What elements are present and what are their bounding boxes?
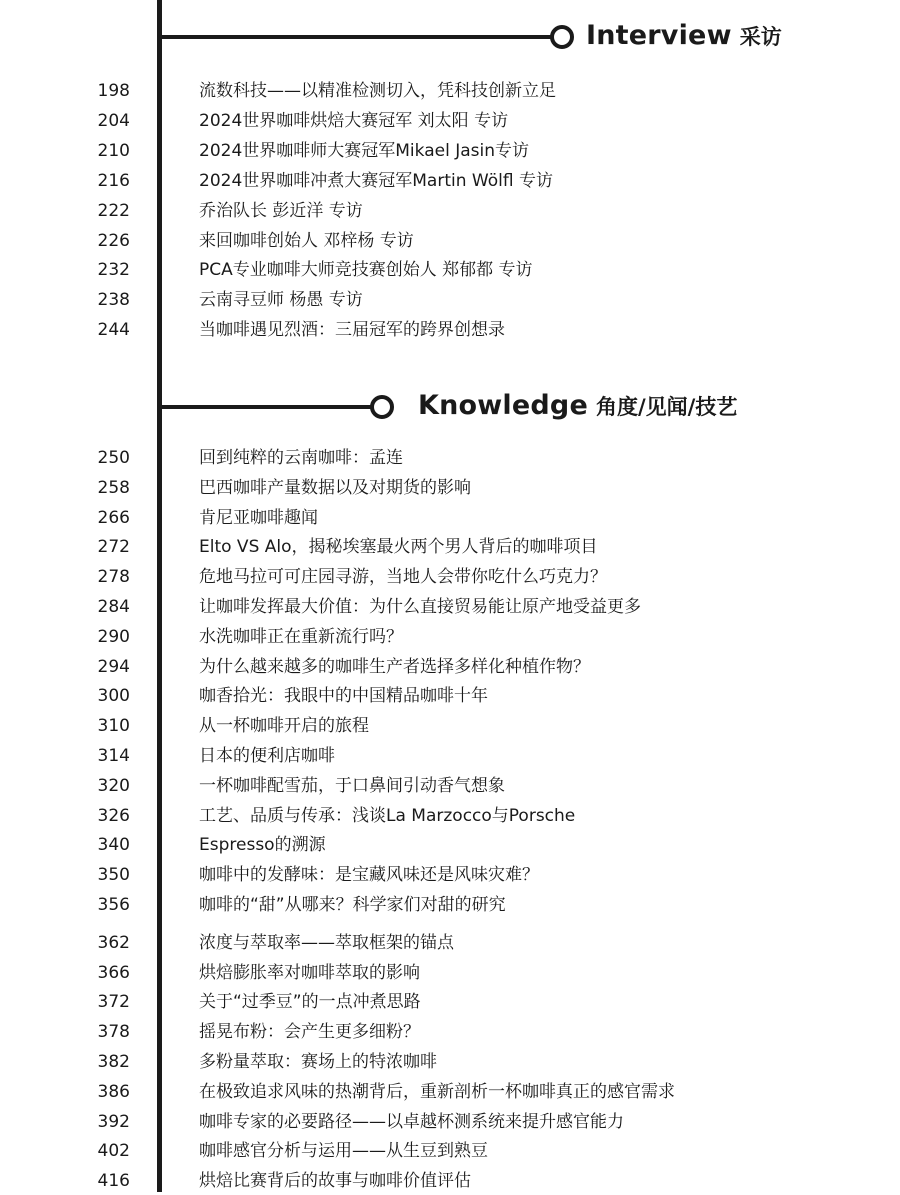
toc-entry-title[interactable]: 摇晃布粉：会产生更多细粉？ bbox=[199, 1022, 420, 1043]
toc-entry[interactable] bbox=[0, 286, 900, 314]
toc-entry[interactable] bbox=[0, 712, 900, 740]
toc-entry[interactable] bbox=[0, 861, 900, 889]
toc-entry-title[interactable]: 当咖啡遇见烈酒：三届冠军的跨界创想录 bbox=[199, 320, 505, 341]
toc-entry-title[interactable]: 日本的便利店咖啡 bbox=[199, 746, 335, 766]
toc-page-number: 366 bbox=[97, 962, 130, 983]
toc-page-number: 314 bbox=[97, 746, 130, 766]
toc-page-number: 198 bbox=[97, 81, 130, 101]
toc-page-number: 350 bbox=[97, 865, 130, 886]
toc-entry-title[interactable]: 咖啡的“甜”从哪来？科学家们对甜的研究 bbox=[199, 895, 506, 915]
toc-entry-title[interactable]: 让咖啡发挥最大价值：为什么直接贸易能让原产地受益更多 bbox=[199, 597, 641, 617]
toc-entry-title[interactable]: 回到纯粹的云南咖啡：孟连 bbox=[199, 448, 403, 468]
timeline-node-icon bbox=[550, 25, 574, 49]
toc-entry-title[interactable]: 为什么越来越多的咖啡生产者选择多样化种植作物？ bbox=[199, 656, 590, 677]
toc-entry[interactable] bbox=[0, 682, 900, 710]
toc-entry[interactable] bbox=[0, 227, 900, 255]
section-title-cn: 采访 bbox=[739, 25, 782, 49]
toc-entry-title[interactable]: 从一杯咖啡开启的旅程 bbox=[199, 716, 369, 737]
toc-entry[interactable] bbox=[0, 197, 900, 225]
toc-page-number: 356 bbox=[97, 895, 130, 915]
toc-page-number: 340 bbox=[97, 835, 130, 856]
toc-page-number: 226 bbox=[97, 230, 130, 251]
toc-entry-title[interactable]: 在极致追求风味的热潮背后，重新剖析一杯咖啡真正的感官需求 bbox=[199, 1081, 675, 1102]
toc-page-number: 272 bbox=[97, 537, 130, 558]
toc-entry-title[interactable]: 多粉量萃取：赛场上的特浓咖啡 bbox=[199, 1052, 437, 1072]
toc-entry-title[interactable]: 工艺、品质与传承：浅谈La Marzocco与Porsche bbox=[199, 805, 576, 826]
toc-entry[interactable] bbox=[0, 593, 900, 621]
toc-entry-title[interactable]: Elto VS Alo，揭秘埃塞最火两个男人背后的咖啡项目 bbox=[199, 537, 598, 558]
toc-page-number: 266 bbox=[97, 507, 130, 528]
toc-entry[interactable] bbox=[0, 256, 900, 284]
toc-page-number: 290 bbox=[97, 626, 130, 647]
header-connector-line bbox=[162, 35, 552, 39]
toc-entry-title[interactable]: 烘焙膨胀率对咖啡萃取的影响 bbox=[199, 962, 420, 983]
toc-entry-title[interactable]: 一杯咖啡配雪茄，于口鼻间引动香气想象 bbox=[199, 775, 505, 796]
toc-entry-title[interactable]: 浓度与萃取率——萃取框架的锚点 bbox=[199, 932, 454, 953]
toc-entry[interactable] bbox=[0, 891, 900, 919]
toc-page-number: 294 bbox=[97, 656, 130, 677]
toc-entry[interactable] bbox=[0, 623, 900, 651]
toc-entry[interactable] bbox=[0, 1078, 900, 1106]
toc-page-number: 378 bbox=[97, 1022, 130, 1043]
timeline-node-icon bbox=[370, 395, 394, 419]
toc-entry-title[interactable]: 云南寻豆师 杨愚 专访 bbox=[199, 290, 363, 311]
toc-page-number: 392 bbox=[97, 1111, 130, 1132]
header-connector-line bbox=[162, 405, 372, 409]
toc-entry[interactable] bbox=[0, 1018, 900, 1046]
toc-page-number: 362 bbox=[97, 932, 130, 953]
toc-page-number: 238 bbox=[97, 290, 130, 311]
toc-page-number: 204 bbox=[97, 110, 130, 131]
toc-entry-title[interactable]: 2024世界咖啡烘焙大赛冠军 刘太阳 专访 bbox=[199, 110, 509, 131]
toc-entry[interactable] bbox=[0, 653, 900, 681]
toc-entry[interactable] bbox=[0, 137, 900, 165]
toc-entry-title[interactable]: 咖啡感官分析与运用——从生豆到熟豆 bbox=[199, 1141, 488, 1162]
toc-entry[interactable] bbox=[0, 1048, 900, 1076]
toc-entry-title[interactable]: 危地马拉可可庄园寻游，当地人会带你吃什么巧克力？ bbox=[199, 567, 607, 588]
section-title-en: Knowledge bbox=[418, 390, 588, 421]
toc-page-number: 416 bbox=[97, 1171, 130, 1192]
toc-page-number: 210 bbox=[97, 140, 130, 161]
toc-entry-title[interactable]: 来回咖啡创始人 邓梓杨 专访 bbox=[199, 230, 414, 251]
toc-entry-title[interactable]: Espresso的溯源 bbox=[199, 835, 326, 856]
toc-entry[interactable] bbox=[0, 107, 900, 135]
toc-entry[interactable] bbox=[0, 533, 900, 561]
toc-entry[interactable] bbox=[0, 1137, 900, 1165]
toc-page-number: 232 bbox=[97, 260, 130, 281]
toc-entry-title[interactable]: 咖香拾光：我眼中的中国精品咖啡十年 bbox=[199, 686, 488, 707]
toc-entry[interactable] bbox=[0, 316, 900, 344]
toc-page-number: 278 bbox=[97, 567, 130, 588]
toc-entry[interactable] bbox=[0, 504, 900, 532]
section-title-cn: 角度/见闻/技艺 bbox=[595, 395, 738, 419]
toc-entry-title[interactable]: PCA专业咖啡大师竞技赛创始人 郑郁都 专访 bbox=[199, 260, 533, 281]
toc-entry[interactable] bbox=[0, 831, 900, 859]
toc-page-number: 372 bbox=[97, 992, 130, 1013]
toc-entry-title[interactable]: 巴西咖啡产量数据以及对期货的影响 bbox=[199, 477, 471, 498]
toc-page-number: 258 bbox=[97, 477, 130, 498]
toc-entry-title[interactable]: 2024世界咖啡冲煮大赛冠军Martin Wölfl 专访 bbox=[199, 170, 553, 191]
toc-entry[interactable] bbox=[0, 1167, 900, 1195]
toc-page-number: 244 bbox=[97, 320, 130, 341]
toc-page-number: 326 bbox=[97, 805, 130, 826]
toc-entry-title[interactable]: 流数科技——以精准检测切入，凭科技创新立足 bbox=[199, 81, 556, 101]
toc-page-number: 320 bbox=[97, 775, 130, 796]
toc-entry[interactable] bbox=[0, 77, 900, 105]
toc-entry-title[interactable]: 关于“过季豆”的一点冲煮思路 bbox=[199, 992, 421, 1013]
toc-page-number: 310 bbox=[97, 716, 130, 737]
toc-entry-title[interactable]: 烘焙比赛背后的故事与咖啡价值评估 bbox=[199, 1171, 471, 1192]
toc-entry[interactable] bbox=[0, 959, 900, 987]
toc-entry[interactable] bbox=[0, 563, 900, 591]
toc-entry[interactable] bbox=[0, 742, 900, 770]
section-title bbox=[418, 390, 737, 421]
toc-entry[interactable] bbox=[0, 167, 900, 195]
toc-entry[interactable] bbox=[0, 772, 900, 800]
toc-entry[interactable] bbox=[0, 802, 900, 830]
toc-entry-title[interactable]: 咖啡专家的必要路径——以卓越杯测系统来提升感官能力 bbox=[199, 1111, 624, 1132]
toc-entry-title[interactable]: 咖啡中的发酵味：是宝藏风味还是风味灾难？ bbox=[199, 865, 539, 886]
toc-entry-title[interactable]: 水洗咖啡正在重新流行吗？ bbox=[199, 626, 403, 647]
toc-page-number: 284 bbox=[97, 597, 130, 617]
toc-page-number: 222 bbox=[97, 200, 130, 221]
toc-entry-title[interactable]: 2024世界咖啡师大赛冠军Mikael Jasin专访 bbox=[199, 140, 529, 161]
toc-page-number: 386 bbox=[97, 1081, 130, 1102]
toc-page-number: 382 bbox=[97, 1052, 130, 1072]
toc-page-number: 216 bbox=[97, 170, 130, 191]
toc-entry[interactable] bbox=[0, 1108, 900, 1136]
toc-page-number: 250 bbox=[97, 448, 130, 468]
toc-entry[interactable] bbox=[0, 474, 900, 502]
section-title bbox=[586, 20, 782, 51]
toc-entry[interactable] bbox=[0, 929, 900, 957]
toc-entry[interactable] bbox=[0, 444, 900, 472]
toc-entry-title[interactable]: 肯尼亚咖啡趣闻 bbox=[199, 507, 318, 528]
toc-page-number: 300 bbox=[97, 686, 130, 707]
toc-page-number: 402 bbox=[97, 1141, 130, 1162]
toc-entry-title[interactable]: 乔治队长 彭近洋 专访 bbox=[199, 200, 363, 221]
toc-entry[interactable] bbox=[0, 988, 900, 1016]
section-title-en: Interview bbox=[586, 20, 732, 51]
